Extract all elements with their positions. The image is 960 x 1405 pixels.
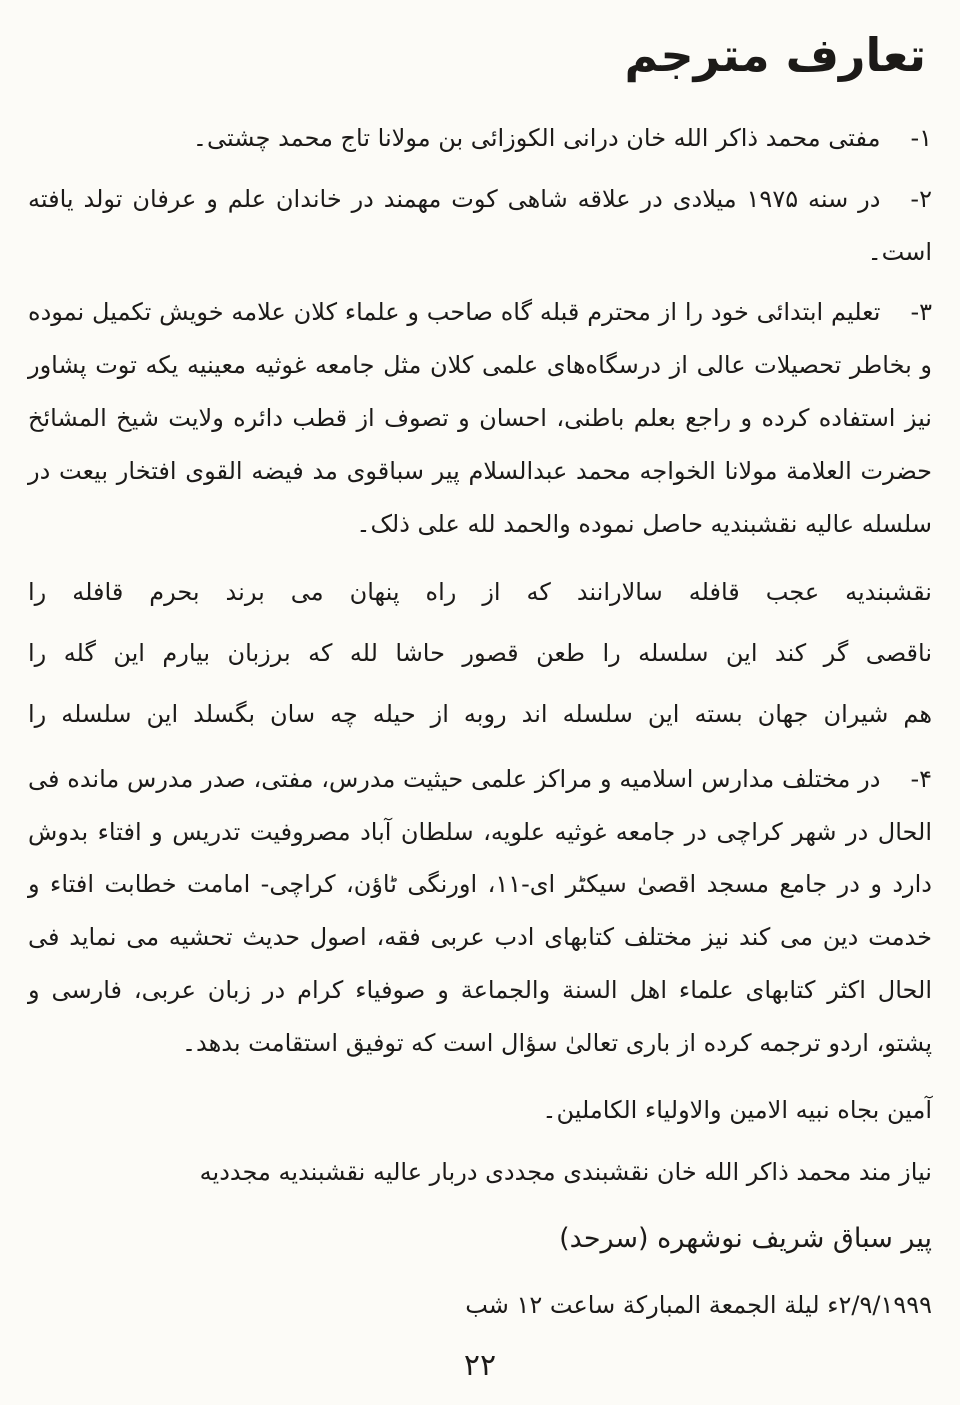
item-text: مفتی محمد ذاکر الله خان درانی الکوزائی بن مولانا تاج محمد چشتی۔ xyxy=(192,124,881,152)
verse-line: ناقصی گر کند این سلسله را طعن قصور حاشا لله که برزبان بیارم این گله را xyxy=(28,639,932,668)
item-text: تعلیم ابتدائی خود را از محترم قبله گاه صاحب و علماء کلان علامه خویش تکمیل نموده و بخاطر تحصیلات عالی از درسگاه‌های علمی کلان مثل جامعه غوثیه معینیه یکه توت پشاور نیز استفاده کرده و راجع بعلم باطنی، احسان و تصوف از قطب دائره ولایت شیخ المشائخ حضرت العلامة مولانا الخواجه محمد عبدالسلام پیر سباقوی مد فیضه القوی افتخار بیعت در سلسله عالیه نقشبندیه حاصل نموده والحمد لله علی ذلک۔ xyxy=(28,298,932,538)
numbered-item xyxy=(28,173,932,279)
page-number: ۲۲ xyxy=(463,1348,497,1383)
item-marker: ۴- xyxy=(910,764,932,793)
verse-line: نقشبندیه عجب قافله سالارانند که از راه پنهان می برند بحرم قافله را xyxy=(28,578,932,607)
item-marker: ۳- xyxy=(910,298,932,327)
place-line: پیر سباق شریف نوشهره (سرحد) xyxy=(559,1223,932,1255)
numbered-item xyxy=(28,112,932,165)
numbered-item xyxy=(28,286,932,550)
item-text: در مختلف مدارس اسلامیه و مراکز علمی حیثیت مدرس، مفتی، صدر مدرس مانده فی الحال در شهر کراچی در جامعه غوثیه علویه، سلطان آباد مصروفیت تدریس و افتاء بدوش دارد و در جامع مسجد اقصیٰ سیکٹر ای-۱۱، اورنگی ٹاؤن، کراچی- امامت خطابت افتاء و خدمت دین می کند نیز مختلف کتابهای ادب عربی فقه، اصول حدیث تحشیه می نماید فی الحال اکثر کتابهای علماء اهل السنة والجماعة و صوفیاء کرام در زبان عربی، فارسی و پشتو، اردو ترجمه کرده از باری تعالیٰ سؤال است که توفیق استقامت بدهد۔ xyxy=(28,764,932,1057)
signature-line: نیاز مند محمد ذاکر الله خان نقشبندی مجددی دربار عالیه نقشبندیه مجددیه xyxy=(199,1158,932,1187)
verse-block xyxy=(28,566,932,740)
page-title: تعارف مترجم xyxy=(624,28,926,82)
closing-block xyxy=(28,1146,932,1331)
verse-line: هم شیران جهان بسته این سلسله اند روبه از حیله چه سان بگسلد این سلسله را xyxy=(28,699,932,728)
date-line: ۲/۹/۱۹۹۹ء لیلة الجمعة المبارکة ساعت ۱۲ شب xyxy=(465,1290,932,1319)
item-marker: ۲- xyxy=(910,184,932,213)
item-marker: ۱- xyxy=(910,124,932,152)
amen-line: آمین بجاه نبیه الامین والاولیاء الکاملین۔ xyxy=(542,1095,932,1124)
numbered-item xyxy=(28,753,932,1070)
document-body xyxy=(28,112,932,1331)
item-text: در سنه ۱۹۷۵ میلادی در علاقه شاهی کوت مهمند در خاندان علم و عرفان تولد یافته است۔ xyxy=(28,184,932,266)
